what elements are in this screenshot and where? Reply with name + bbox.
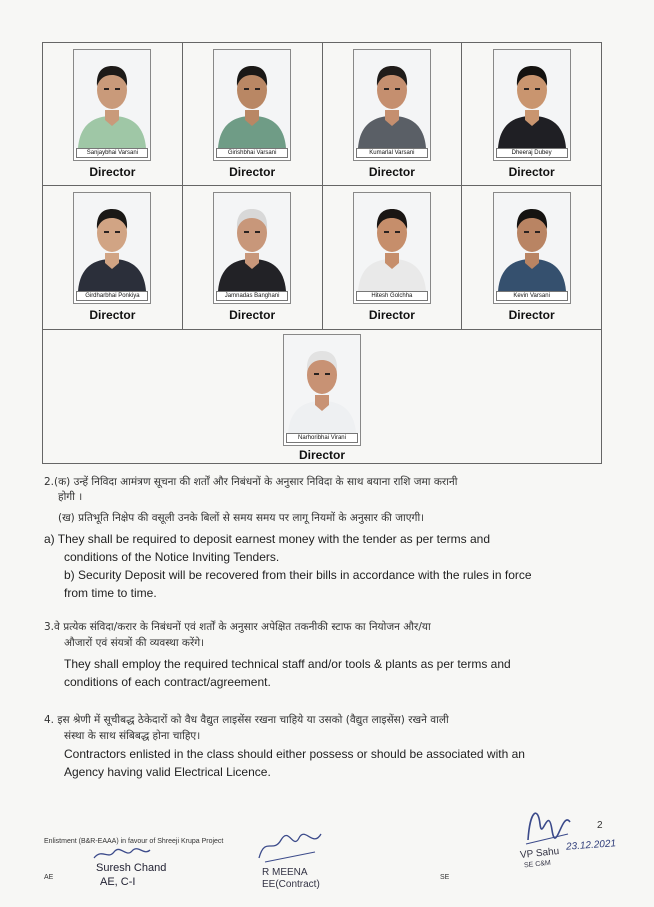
portrait-icon <box>284 335 360 433</box>
signature-suresh-chand <box>92 846 152 862</box>
director-role-label: Director <box>229 165 276 179</box>
clause-4-english-line-2: Agency having valid Electrical Licence. <box>64 765 271 779</box>
clause-2a-english-line-2: conditions of the Notice Inviting Tenders. <box>64 550 280 564</box>
clause-3-hindi-line-2: औजारों एवं संयत्रों की व्यवस्था करेंगे। <box>64 637 205 649</box>
director-photo <box>493 49 571 161</box>
signatory-1-title: AE, C-I <box>100 876 136 888</box>
clause-2-hindi-line-2: होगी । <box>58 491 83 503</box>
director-card <box>183 43 323 185</box>
director-card <box>43 43 183 185</box>
enlistment-note: Enlistment (B&R-EAAA) in favour of Shreeji Krupa Project <box>44 838 224 845</box>
director-name-label: Dheeraj Dubey <box>496 148 568 158</box>
director-name-label: Hitesh Golchha <box>356 291 428 301</box>
director-photo <box>493 192 571 304</box>
signatory-3-title: SE C&M <box>523 859 552 870</box>
director-role-label: Director <box>368 308 415 322</box>
directors-row-1 <box>43 43 601 186</box>
director-card <box>183 186 323 329</box>
director-name-label: Kevin Varsani <box>496 291 568 301</box>
signatory-2-title: EE(Contract) <box>262 879 320 890</box>
signature-vp-sahu <box>522 800 574 846</box>
director-role-label: Director <box>298 448 345 462</box>
director-role-label: Director <box>89 165 136 179</box>
portrait-icon <box>354 193 430 291</box>
clause-4-english-line-1: Contractors enlisted in the class should either possess or should be associated with an <box>64 747 525 761</box>
clause-2b-english-line-2: from time to time. <box>64 586 157 600</box>
director-photo <box>73 192 151 304</box>
director-role-label: Director <box>508 308 555 322</box>
portrait-icon <box>74 50 150 148</box>
ae-tag: AE <box>44 874 54 881</box>
director-card <box>43 186 183 329</box>
director-card <box>323 186 463 329</box>
se-tag: SE <box>440 874 450 881</box>
director-role-label: Director <box>229 308 276 322</box>
director-role-label: Director <box>368 165 415 179</box>
clause-3-hindi-line-1: 3.वे प्रत्येक संविदा/करार के निबंधनों एवं शर्तों के अनुसार अपेक्षित तकनीकी स्टाफ का नियोजन और/या <box>44 621 431 633</box>
clause-2b-english-line-1: b) Security Deposit will be recovered from their bills in accordance with the rules in force <box>64 568 532 582</box>
clause-2-hindi-line-1: 2.(क) उन्हें निविदा आमंत्रण सूचना की शर्तों और निबंधनों के अनुसार निविदा के साथ बयाना राशि जमा करानी <box>44 476 458 488</box>
director-card <box>323 43 463 185</box>
director-name-label: Narhoribhai Virani <box>286 433 358 443</box>
director-photo <box>73 49 151 161</box>
director-name-label: Jamnadas Banghani <box>216 291 288 301</box>
signatory-1-name: Suresh Chand <box>96 862 167 874</box>
signature-r-meena <box>255 828 325 864</box>
portrait-icon <box>354 50 430 148</box>
clause-3-english-line-2: conditions of each contract/agreement. <box>64 675 271 689</box>
directors-table <box>42 42 602 464</box>
signature-date: 23.12.2021 <box>565 838 617 853</box>
director-card <box>43 330 601 465</box>
clause-3-english-line-1: They shall employ the required technical staff and/or tools & plants as per terms and <box>64 657 511 671</box>
director-name-label: Sanjaybhai Varsani <box>76 148 148 158</box>
portrait-icon <box>214 50 290 148</box>
portrait-icon <box>494 50 570 148</box>
clause-2a-english-line-1: a) They shall be required to deposit earnest money with the tender as per terms and <box>44 532 491 546</box>
portrait-icon <box>214 193 290 291</box>
clause-4-hindi-line-1: 4. इस श्रेणी में सूचीबद्ध ठेकेदारों को वैध वैद्युत लाइसेंस रखना चाहिये या उसको (वैद्युत लाइसेंस) रखने वाली <box>44 714 449 726</box>
signatory-3-name: VP Sahu <box>519 845 560 862</box>
director-photo <box>283 334 361 446</box>
director-name-label: Girishbhai Varsani <box>216 148 288 158</box>
director-photo <box>213 192 291 304</box>
page-number: 2 <box>597 820 603 831</box>
director-photo <box>353 49 431 161</box>
director-card <box>462 186 601 329</box>
director-photo <box>353 192 431 304</box>
directors-row-3 <box>43 330 601 465</box>
director-card <box>462 43 601 185</box>
portrait-icon <box>74 193 150 291</box>
director-name-label: Girdharbhai Ponkiya <box>76 291 148 301</box>
signatory-2-name: R MEENA <box>262 867 308 878</box>
director-photo <box>213 49 291 161</box>
portrait-icon <box>494 193 570 291</box>
clause-2-hindi-line-3: (ख) प्रतिभूति निक्षेप की वसूली उनके बिलों से समय समय पर लागू नियमों के अनुसार की जाएगी। <box>58 512 425 524</box>
clause-4-hindi-line-2: संस्था के साथ संबिबद्ध होना चाहिए। <box>64 730 201 742</box>
director-role-label: Director <box>89 308 136 322</box>
director-role-label: Director <box>508 165 555 179</box>
directors-row-2 <box>43 186 601 330</box>
director-name-label: Kumarlal Varsani <box>356 148 428 158</box>
